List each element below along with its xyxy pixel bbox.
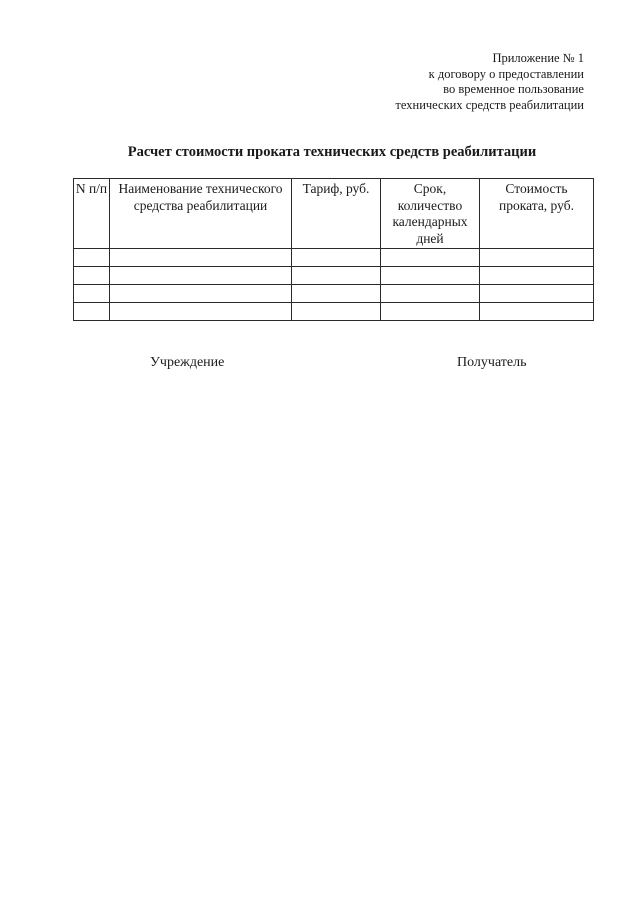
- table-cell: [292, 303, 381, 321]
- table-cell: [480, 249, 594, 267]
- rental-cost-table: [73, 178, 594, 321]
- table-row: [74, 267, 594, 285]
- table-cell: [110, 285, 292, 303]
- signature-institution: Учреждение: [150, 355, 225, 370]
- table-cell: [292, 249, 381, 267]
- header-device-name: Наименование технического средства реабилитации: [110, 179, 292, 249]
- table-header-row: [74, 179, 594, 249]
- table-cell: [74, 267, 110, 285]
- table-cell: [381, 267, 480, 285]
- table-cell: [110, 303, 292, 321]
- appendix-line: Приложение № 1: [492, 51, 584, 65]
- header-number: N п/п: [74, 179, 110, 249]
- table-cell: [381, 285, 480, 303]
- table-cell: [480, 267, 594, 285]
- table-cell: [381, 303, 480, 321]
- table-cell: [74, 303, 110, 321]
- document-title: Расчет стоимости проката технических средств реабилитации: [127, 144, 537, 160]
- table-cell: [480, 303, 594, 321]
- appendix-line: технических средств реабилитации: [395, 97, 584, 112]
- appendix-heading: [395, 51, 584, 113]
- table-row: [74, 303, 594, 321]
- signature-recipient: Получатель: [457, 355, 527, 370]
- appendix-line: к договору о предоставлении: [428, 66, 584, 81]
- header-rental-period: Срок, количество календарных дней: [381, 179, 480, 249]
- table-cell: [74, 249, 110, 267]
- header-rental-cost: Стоимость проката, руб.: [480, 179, 594, 249]
- table-cell: [74, 285, 110, 303]
- table-cell: [110, 267, 292, 285]
- table-cell: [292, 267, 381, 285]
- table-row: [74, 249, 594, 267]
- table-cell: [292, 285, 381, 303]
- table-row: [74, 285, 594, 303]
- table-cell: [381, 249, 480, 267]
- table-cell: [480, 285, 594, 303]
- header-tariff: Тариф, руб.: [292, 179, 381, 249]
- table-cell: [110, 249, 292, 267]
- appendix-line: во временное пользование: [443, 82, 584, 96]
